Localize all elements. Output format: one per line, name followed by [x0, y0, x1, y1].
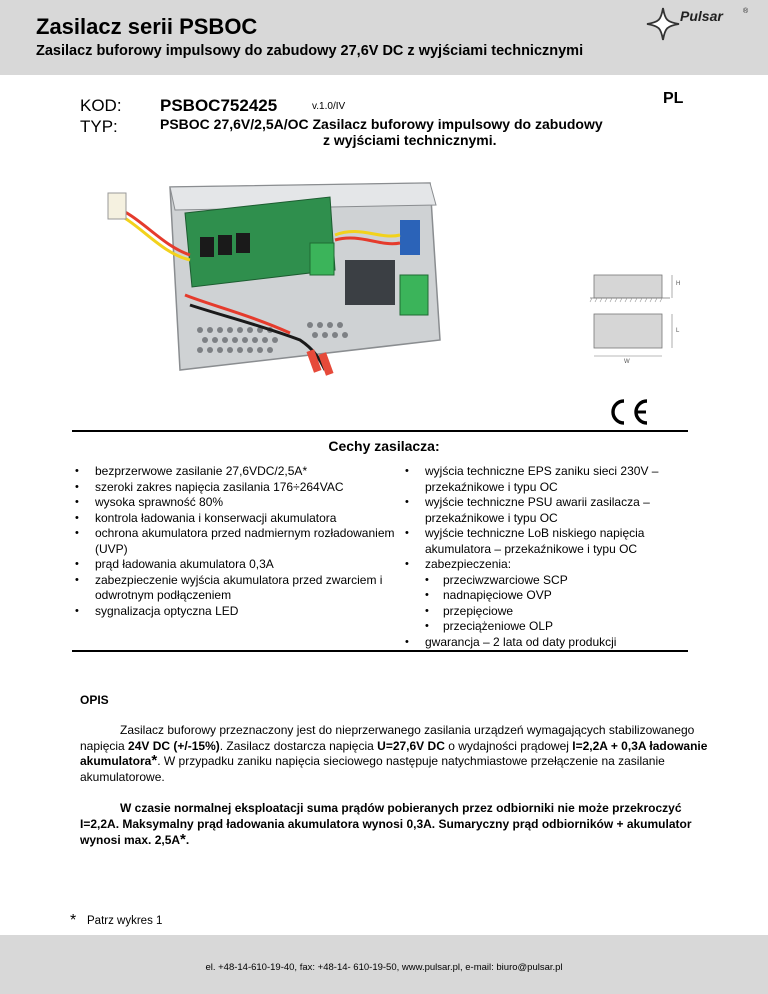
voltage-range: 24V DC (+/-15%) [128, 738, 220, 753]
opis-text: . W przypadku zaniku napięcia sieciowego następuje natychmiastowe przełączenie na zasilanie akumulatorowe. [80, 754, 665, 784]
footnote-text: Patrz wykres 1 [87, 915, 163, 927]
feature-item: • gwarancja – 2 lata od daty produkcji [405, 635, 705, 651]
product-photo [100, 165, 445, 385]
footnote-star: * [70, 912, 77, 929]
output-voltage: U=27,6V DC [377, 738, 445, 753]
opis-text: . Zasilacz dostarcza napięcia [219, 738, 378, 753]
dimension-h-label: H [676, 281, 681, 287]
opis-paragraph-2 [80, 800, 700, 848]
opis-text: o wydajności prądowej [444, 738, 573, 753]
document-subtitle: Zasilacz buforowy impulsowy do zabudowy 27,6V DC z wyjściami technicznymi [36, 43, 584, 59]
protection-item: • przeciążeniowe OLP [405, 619, 705, 635]
document-version: v.1.0/IV [312, 101, 346, 112]
feature-item: • szeroki zakres napięcia zasilania 176÷264VAC [75, 480, 395, 496]
protection-item: • przepięciowe [405, 604, 705, 620]
protection-item: • przeciwzwarciowe SCP [405, 573, 705, 589]
kod-label: KOD: [80, 96, 122, 115]
features-bottom-rule [72, 650, 688, 652]
protection-item: • nadnapięciowe OVP [405, 588, 705, 604]
footnote-marker: * [180, 831, 186, 848]
feature-item: • prąd ładowania akumulatora 0,3A [75, 557, 395, 573]
dimension-l-label: L [676, 328, 680, 334]
ce-mark-icon [605, 398, 650, 426]
features-right-list [405, 464, 705, 650]
feature-item: • zabezpieczenie wyjścia akumulatora przed zwarciem i odwrotnym podłączeniem [75, 573, 395, 604]
dimension-diagram [588, 270, 698, 365]
feature-item: • wysoka sprawność 80% [75, 495, 395, 511]
feature-item: • sygnalizacja optyczna LED [75, 604, 395, 620]
feature-item: • bezprzerwowe zasilanie 27,6VDC/2,5A* [75, 464, 395, 480]
footnote-marker: * [151, 752, 158, 769]
dimension-w-label: W [624, 359, 630, 365]
logo-registered-mark: ® [743, 8, 749, 15]
feature-item: • wyjścia techniczne EPS zaniku sieci 230V – przekaźnikowe i typu OC [405, 464, 705, 495]
footer-contact: el. +48-14-610-19-40, fax: +48-14- 610-19-50, www.pulsar.pl, e-mail: biuro@pulsar.pl [205, 962, 563, 973]
features-title: Cechy zasilacza: [328, 438, 440, 454]
product-code: PSBOC752425 [160, 96, 278, 115]
typ-label: TYP: [80, 117, 118, 136]
logo-text: Pulsar [680, 8, 723, 24]
feature-item: • ochrona akumulatora przed nadmiernym rozładowaniem (UVP) [75, 526, 395, 557]
product-type-line-1: PSBOC 27,6V/2,5A/OC Zasilacz buforowy impulsowy do zabudowy [160, 116, 603, 132]
features-top-rule [72, 430, 688, 432]
document-title: Zasilacz serii PSBOC [36, 14, 258, 39]
product-type-line-2: z wyjściami technicznymi. [323, 132, 497, 148]
feature-item: • wyjście techniczne LoB niskiego napięcia akumulatora – przekaźnikowe i typu OC [405, 526, 705, 557]
output-current: I=2,2A + 0,3A ładowanie akumulatora [80, 738, 708, 768]
product-type-description [160, 116, 660, 148]
feature-item: • zabezpieczenia: [405, 557, 705, 573]
opis-text: Zasilacz buforowy przeznaczony jest do nieprzerwanego zasilania urządzeń wymagających stabilizowanego napięcia [80, 723, 695, 753]
opis-text: W czasie normalnej eksploatacji suma prądów pobieranych przez odbiorniki nie może przekroczyć I=2,2A. Maksymalny prąd ładowania akumulatora wynosi 0,3A. Sumaryczny prąd odbiorników + akumulator wynosi max. 2,5A [80, 801, 692, 847]
feature-item: • kontrola ładowania i konserwacji akumulatora [75, 511, 395, 527]
opis-text: . [185, 833, 190, 847]
features-left-list [75, 464, 395, 619]
opis-paragraph-1 [80, 723, 710, 785]
feature-item: • wyjście techniczne PSU awarii zasilacza – przekaźnikowe i typu OC [405, 495, 705, 526]
opis-title: OPIS [80, 693, 109, 707]
language-code: PL [663, 90, 684, 107]
